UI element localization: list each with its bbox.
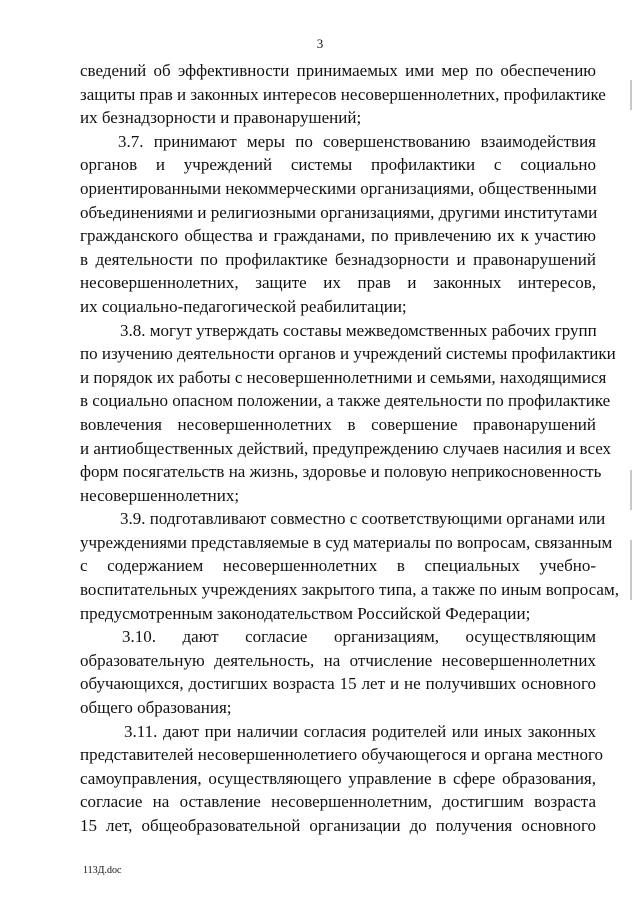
text-line: воспитательных учреждениях закрытого типа, а также по иным вопросам, (80, 580, 619, 600)
text-line: предусмотренным законодательством Российской Федерации; (80, 603, 531, 623)
text-line: ориентированными некоммерческими организациями, общественными (80, 178, 597, 198)
text-line: их социально-педагогической реабилитации; (80, 296, 407, 316)
text-line: образовательную деятельность, на отчисление несовершеннолетних (80, 650, 596, 670)
page-number: 3 (316, 36, 324, 51)
text-line: органов и учреждений системы профилактики с социально (80, 155, 596, 175)
text-line: 15 лет, общеобразовательной организации до получения основного (80, 816, 596, 835)
text-line: согласие на оставление несовершеннолетним, достигшим возраста (80, 792, 596, 812)
text-line: защиты прав и законных интересов несовершеннолетних, профилактике (80, 84, 606, 104)
text-line: их безнадзорности и правонарушений; (80, 108, 362, 128)
text-line: в деятельности по профилактике безнадзорности и правонарушений (80, 249, 596, 269)
scan-edge-mark (630, 540, 632, 600)
text-line: 3.11. дают при наличии согласия родителей или иных законных (124, 721, 596, 741)
text-line: учреждениями представляемые в суд материалы по вопросам, связанным (80, 532, 613, 552)
text-line: 3.7. принимают меры по совершенствованию взаимодействия (118, 131, 596, 151)
text-line: общего образования; (80, 698, 232, 718)
scan-edge-mark (630, 470, 632, 510)
text-line: и антиобщественных действий, предупреждению случаев насилия и всех (80, 438, 612, 458)
text-line: в социально опасном положении, а также деятельности по профилактике (80, 391, 611, 411)
file-name-footer: 113Д.doc (83, 865, 122, 876)
text-line: объединениями и религиозными организациями, другими институтами (80, 202, 598, 222)
document-body (80, 59, 619, 838)
text-line: гражданского общества и гражданами, по привлечению их к участию (80, 226, 596, 246)
text-line: форм посягательств на жизнь, здоровье и половую неприкосновенность (80, 462, 602, 482)
text-line: 3.8. могут утверждать составы межведомственных рабочих групп (120, 320, 597, 340)
text-line: 3.9. подготавливают совместно с соответствующими органами или (120, 509, 606, 529)
text-line: представителей несовершеннолетиего обучающегося и органа местного (80, 745, 603, 765)
text-line: несовершеннолетних, защите их прав и законных интересов, (80, 273, 596, 293)
text-line: вовлечения несовершеннолетних в совершение правонарушений (80, 414, 596, 434)
scan-edge-mark (630, 80, 632, 110)
text-line: самоуправления, осуществляющего управление в сфере образования, (80, 768, 596, 788)
text-line: несовершеннолетних; (80, 485, 240, 505)
text-line: по изучению деятельности органов и учреждений системы профилактики (80, 344, 616, 364)
text-line: обучающихся, достигших возраста 15 лет и не получивших основного (80, 674, 596, 694)
text-line: 3.10. дают согласие организациям, осуществляющим (122, 627, 596, 647)
text-line: с содержанием несовершеннолетних в специальных учебно- (80, 556, 596, 576)
text-line: и порядок их работы с несовершеннолетними и семьями, находящимися (80, 367, 607, 387)
text-line: сведений об эффективности принимаемых ими мер по обеспечению (80, 61, 596, 80)
